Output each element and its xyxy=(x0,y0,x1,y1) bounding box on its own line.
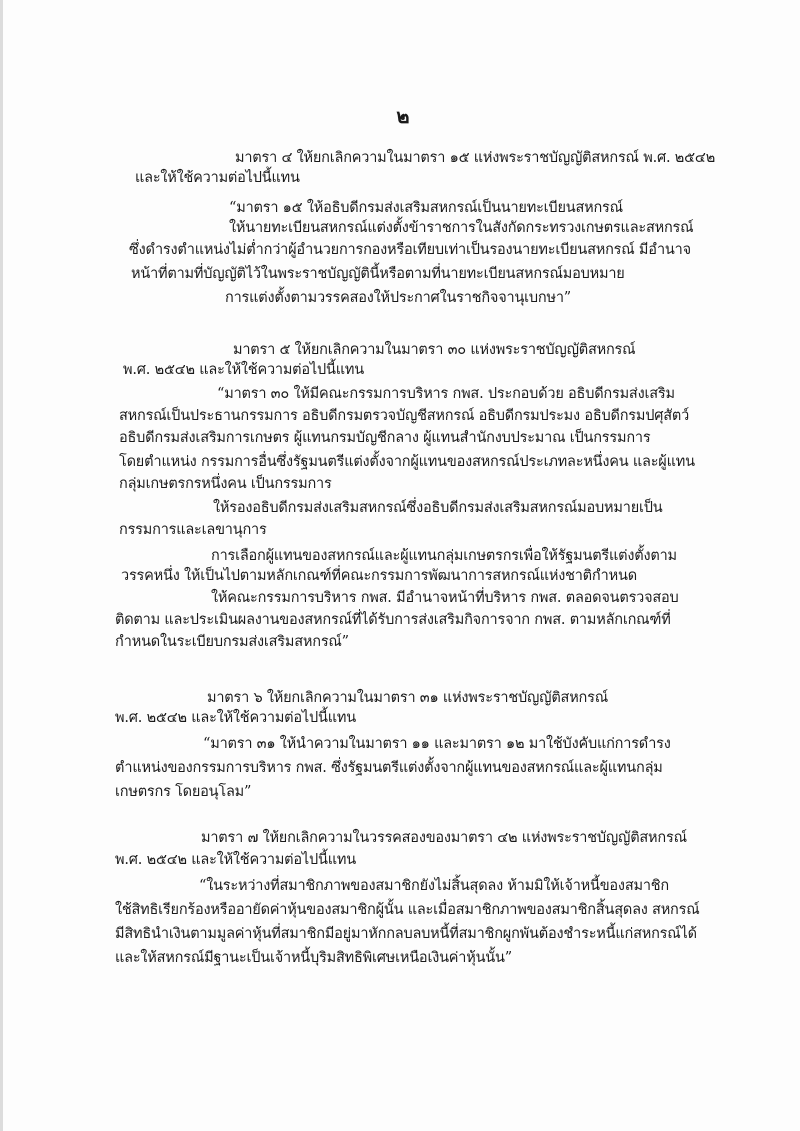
section-4-quote-line-5: การแต่งตั้งตามวรรคสองให้ประกาศในราชกิจจานุเบกษา” xyxy=(225,290,572,306)
section-5-quote-line-3: อธิบดีกรมส่งเสริมการเกษตร ผู้แทนกรมบัญชีกลาง ผู้แทนสำนักงบประมาณ เป็นกรรมการ xyxy=(119,430,651,446)
section-7-quote-line-3: มีสิทธินำเงินตามมูลค่าหุ้นที่สมาชิกมีอยู่มาหักกลบลบหนี้ที่สมาชิกผูกพันต้องชำระหนี้แก่สหกรณ์ได้ xyxy=(115,926,697,942)
section-4-quote-line-2: ให้นายทะเบียนสหกรณ์แต่งตั้งข้าราชการในสังกัดกระทรวงเกษตรและสหกรณ์ xyxy=(229,220,694,236)
section-5-quote-line-12: กำหนดในระเบียบกรมส่งเสริมสหกรณ์” xyxy=(115,634,349,650)
section-7-heading-line-2: พ.ศ. ๒๕๔๒ และให้ใช้ความต่อไปนี้แทน xyxy=(115,852,356,868)
section-6-heading-line-1: มาตรา ๖ ให้ยกเลิกความในมาตรา ๓๑ แห่งพระราชบัญญัติสหกรณ์ xyxy=(207,690,608,706)
section-4-quote-line-4: หน้าที่ตามที่บัญญัติไว้ในพระราชบัญญัตินี้หรือตามที่นายทะเบียนสหกรณ์มอบหมาย xyxy=(131,266,625,282)
section-5-quote-line-5: กลุ่มเกษตรกรหนึ่งคน เป็นกรรมการ xyxy=(119,476,332,492)
section-7-quote-line-1: “ในระหว่างที่สมาชิกภาพของสมาชิกยังไม่สิ้นสุดลง ห้ามมิให้เจ้าหนี้ของสมาชิก xyxy=(199,878,669,894)
section-5-quote-line-6: ให้รองอธิบดีกรมส่งเสริมสหกรณ์ซึ่งอธิบดีกรมส่งเสริมสหกรณ์มอบหมายเป็น xyxy=(213,500,663,516)
section-4-heading-line-2: และให้ใช้ความต่อไปนี้แทน xyxy=(135,170,300,186)
section-5-quote-line-4: โดยตำแหน่ง กรรมการอื่นซึ่งรัฐมนตรีแต่งตั้งจากผู้แทนของสหกรณ์ประเภทละหนึ่งคน และผู้แทน xyxy=(119,454,695,470)
section-7-heading-line-1: มาตรา ๗ ให้ยกเลิกความในวรรคสองของมาตรา ๔๒ แห่งพระราชบัญญัติสหกรณ์ xyxy=(201,830,687,846)
section-5-quote-line-10: ให้คณะกรรมการบริหาร กพส. มีอำนาจหน้าที่บริหาร กพส. ตลอดจนตรวจสอบ xyxy=(211,590,679,606)
section-6-quote-line-1: “มาตรา ๓๑ ให้นำความในมาตรา ๑๑ และมาตรา ๑๒ มาใช้บังคับแก่การดำรง xyxy=(203,736,671,752)
section-6-quote-line-2: ตำแหน่งของกรรมการบริหาร กพส. ซึ่งรัฐมนตรีแต่งตั้งจากผู้แทนของสหกรณ์และผู้แทนกลุ่ม xyxy=(115,760,663,776)
section-5-quote-line-8: การเลือกผู้แทนของสหกรณ์และผู้แทนกลุ่มเกษตรกรเพื่อให้รัฐมนตรีแต่งตั้งตาม xyxy=(211,548,677,564)
section-6-quote-line-3: เกษตรกร โดยอนุโลม” xyxy=(115,784,252,800)
section-5-heading-line-1: มาตรา ๕ ให้ยกเลิกความในมาตรา ๓๐ แห่งพระราชบัญญัติสหกรณ์ xyxy=(233,342,636,358)
section-5-quote-line-7: กรรมการและเลขานุการ xyxy=(119,522,267,538)
section-7-quote-line-4: และให้สหกรณ์มีฐานะเป็นเจ้าหนี้บุริมสิทธิพิเศษเหนือเงินค่าหุ้นนั้น” xyxy=(115,950,512,966)
section-4-quote-line-1: “มาตรา ๑๕ ให้อธิบดีกรมส่งเสริมสหกรณ์เป็นนายทะเบียนสหกรณ์ xyxy=(229,200,623,216)
section-4-quote-line-3: ซึ่งดำรงตำแหน่งไม่ต่ำกว่าผู้อำนวยการกองหรือเทียบเท่าเป็นรองนายทะเบียนสหกรณ์ มีอำนาจ xyxy=(129,242,691,258)
section-6-heading-line-2: พ.ศ. ๒๕๔๒ และให้ใช้ความต่อไปนี้แทน xyxy=(115,710,356,726)
section-5-quote-line-2: สหกรณ์เป็นประธานกรรมการ อธิบดีกรมตรวจบัญชีสหกรณ์ อธิบดีกรมประมง อธิบดีกรมปศุสัตว์ xyxy=(119,408,690,424)
page-number: ๒ xyxy=(396,104,410,128)
section-5-heading-line-2: พ.ศ. ๒๕๔๒ และให้ใช้ความต่อไปนี้แทน xyxy=(123,362,364,378)
section-7-quote-line-2: ใช้สิทธิเรียกร้องหรืออายัดค่าหุ้นของสมาชิกผู้นั้น และเมื่อสมาชิกภาพของสมาชิกสิ้นสุดลง สหกรณ์ xyxy=(115,902,700,918)
section-5-quote-line-1: “มาตรา ๓๐ ให้มีคณะกรรมการบริหาร กพส. ประกอบด้วย อธิบดีกรมส่งเสริม xyxy=(217,386,675,402)
section-5-quote-line-11: ติดตาม และประเมินผลงานของสหกรณ์ที่ได้รับการส่งเสริมกิจการจาก กพส. ตามหลักเกณฑ์ที่ xyxy=(115,612,671,628)
section-4-heading-line-1: มาตรา ๔ ให้ยกเลิกความในมาตรา ๑๕ แห่งพระราชบัญญัติสหกรณ์ พ.ศ. ๒๕๔๒ xyxy=(235,150,716,166)
section-5-quote-line-9: วรรคหนึ่ง ให้เป็นไปตามหลักเกณฑ์ที่คณะกรรมการพัฒนาการสหกรณ์แห่งชาติกำหนด xyxy=(121,568,637,584)
